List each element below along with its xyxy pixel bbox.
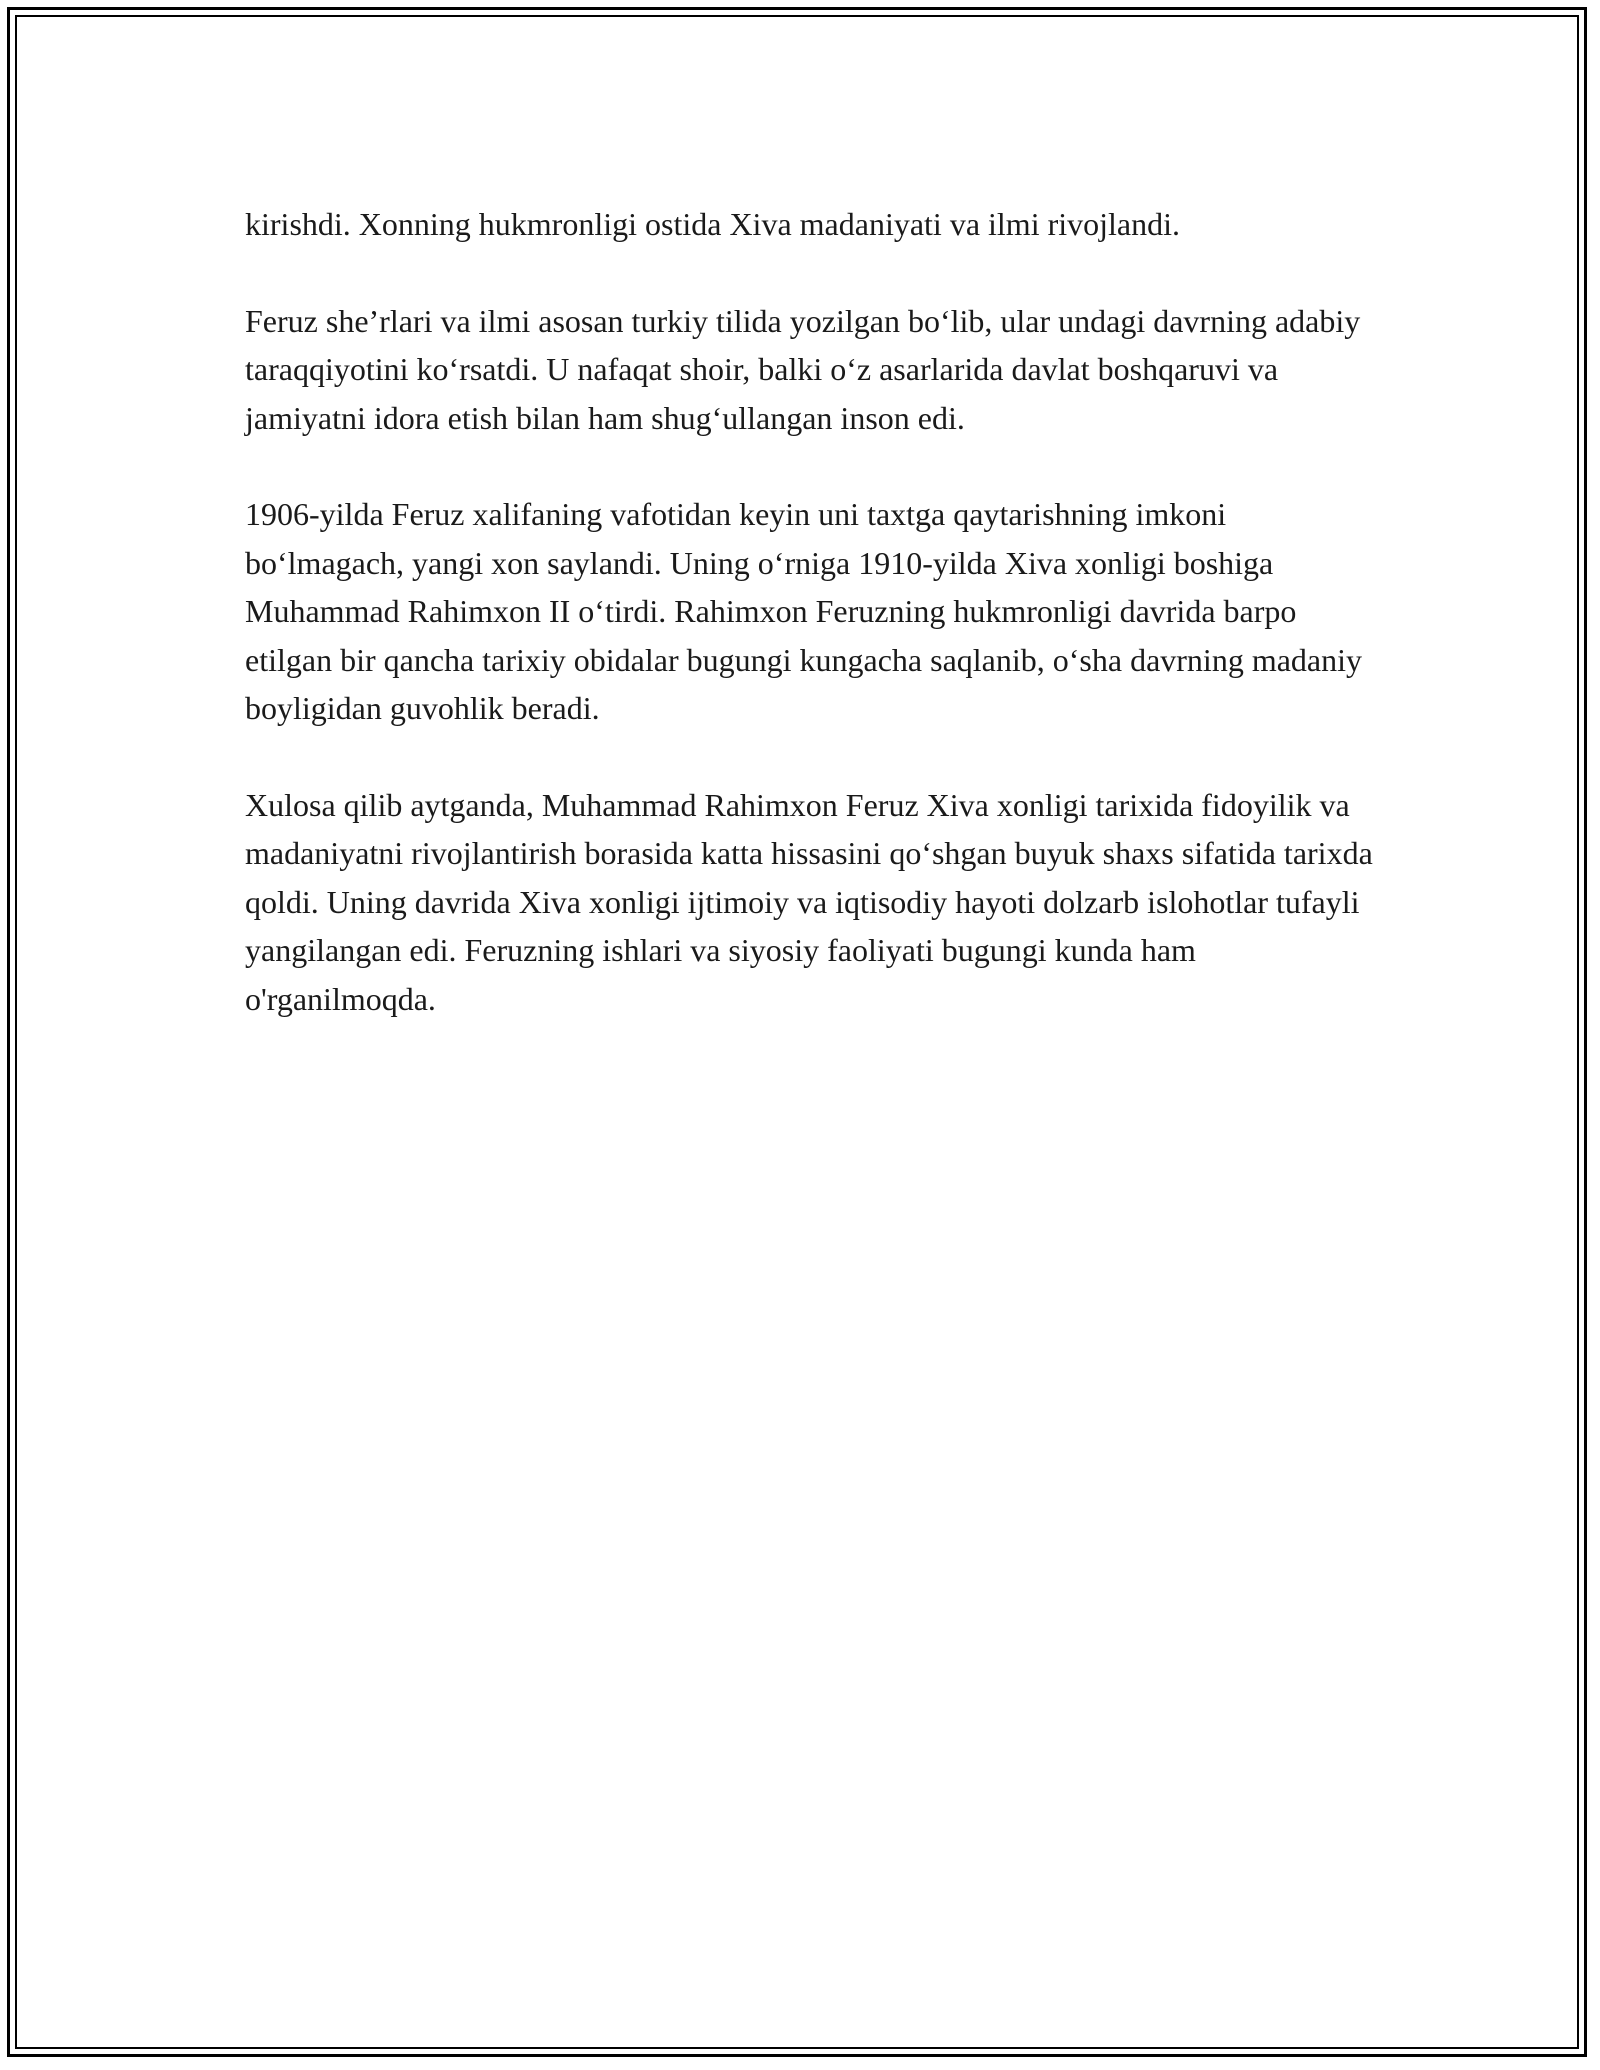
paragraph-3: 1906-yilda Feruz xalifaning vafotidan keyin uni taxtga qaytarishning imkoni bo‘lmagach, yangi xon saylandi. Uning o‘rniga 1910-yilda Xiva xonligi boshiga Muhammad Rahimxon II o‘tirdi. Rahimxon Feruzning hukmronligi davrida barpo etilgan bir qancha tarixiy obidalar bugungi kungacha saqlanib, o‘sha davrning madaniy boyligidan guvohlik beradi. bbox=[245, 496, 1362, 726]
paragraph-4: Xulosa qilib aytganda, Muhammad Rahimxon Feruz Xiva xonligi tarixida fidoyilik va madaniyatni rivojlantirish borasida katta hissasini qo‘shgan buyuk shaxs sifatida tarixda qoldi. Uning davrida Xiva xonligi ijtimoiy va iqtisodiy hayoti dolzarb islohotlar tufayli yangilangan edi. Feruzning ishlari va siyosiy faoliyati bugungi kunda ham o'rganilmoqda. bbox=[245, 786, 1373, 1017]
document-page bbox=[7, 7, 1587, 2057]
document-body bbox=[245, 200, 1380, 1071]
paragraph-2: Feruz she’rlari va ilmi asosan turkiy tilida yozilgan bo‘lib, ular undagi davrning adabiy taraqqiyotini ko‘rsatdi. U nafaqat shoir, balki o‘z asarlarida davlat boshqaruvi va jamiyatni idora etish bilan ham shug‘ullangan inson edi. bbox=[245, 302, 1361, 436]
paragraph-1: kirishdi. Xonning hukmronligi ostida Xiva madaniyati va ilmi rivojlandi. bbox=[245, 206, 1180, 242]
